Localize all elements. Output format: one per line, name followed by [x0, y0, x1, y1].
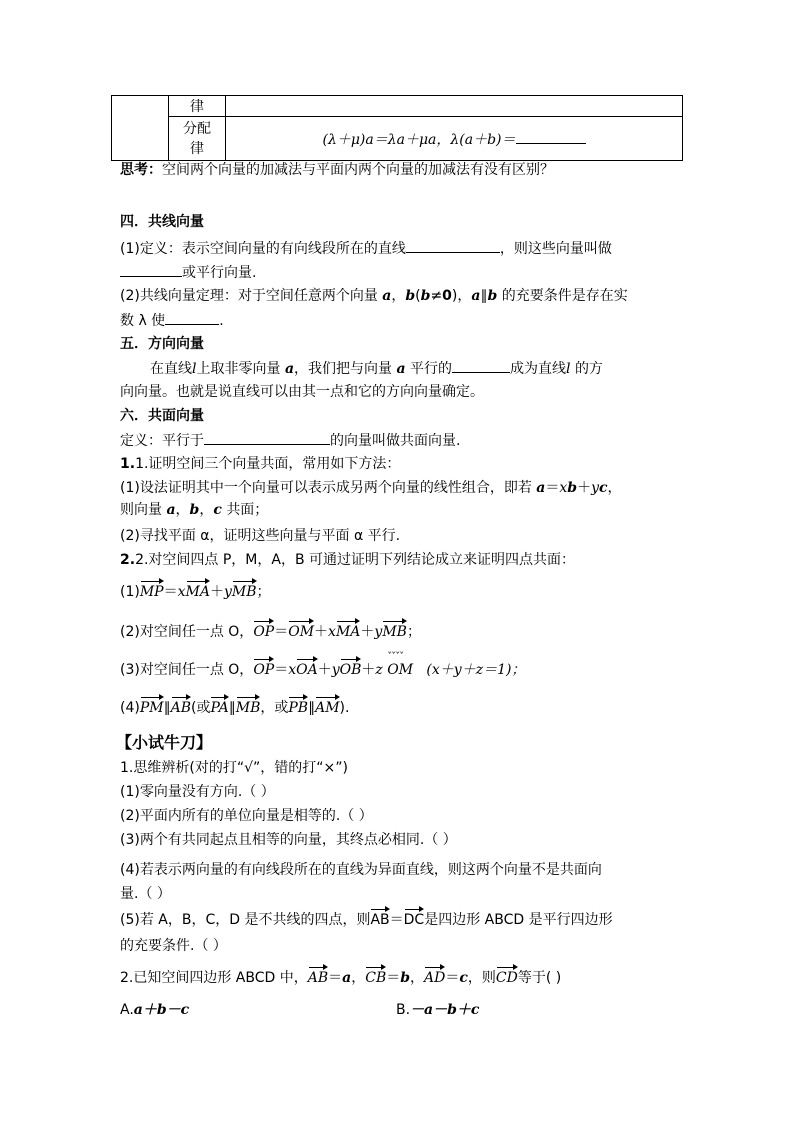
- text-line: 定义：平行于 的向量叫做共面向量.: [120, 430, 460, 451]
- question-1-item: 的充要条件.（ ）: [120, 938, 227, 954]
- option-b: B.－a－b＋c: [396, 1002, 480, 1018]
- text-line: 在直线l上取非零向量 a，我们把与向量 a 平行的 成为直线l 的方: [150, 358, 603, 379]
- question-1-item: (5)若 A，B，C，D 是不共线的四点，则AB＝DC是四边形 ABCD 是平行四边形: [120, 912, 613, 928]
- question-2: 2.已知空间四边形 ABCD 中，AB＝a，CB＝b，AD＝c，则CD等于( ): [120, 970, 562, 986]
- text-line: (1)定义：表示空间向量的有向线段所在的直线 ，则这些向量叫做: [120, 238, 612, 259]
- text-line: (2)共线向量定理：对于空间任意两个向量 a，b(b≠0)，a∥b 的充要条件是存在实: [120, 288, 628, 304]
- question-1-item: 量.（ ）: [120, 886, 171, 902]
- table-row-label: 律: [169, 96, 226, 117]
- question-1-item: (3)两个有共同起点且相等的向量，其终点必相同.（ ）: [120, 832, 457, 848]
- condition-2: (2)对空间任一点 O，OP＝OM＋xMA＋yMB；: [120, 624, 421, 640]
- think-line: 思考：空间两个向量的加减法与平面内两个向量的加减法有没有区别？: [120, 162, 554, 178]
- text-line: 向向量。也就是说直线可以由其一点和它的方向向量确定。: [120, 384, 484, 400]
- condition-1: (1)MP＝xMA＋yMB；: [120, 584, 271, 600]
- option-a: A.a＋b－c: [120, 1002, 190, 1018]
- question-1-item: (2)平面内所有的单位向量是相等的.（ ）: [120, 808, 373, 824]
- text-line: 2.2.对空间四点 P，M，A，B 可通过证明下列结论成立来证明四点共面：: [120, 552, 576, 568]
- section-title: 六．共面向量: [120, 408, 204, 424]
- text-line: (1)设法证明其中一个向量可以表示成另两个向量的线性组合，即若 a＝xb＋yc，: [120, 480, 622, 496]
- text-line: 或平行向量.: [120, 262, 256, 283]
- text-line: 则向量 a，b，c 共面；: [120, 502, 269, 518]
- text-line: (2)寻找平面 α，证明这些向量与平面 α 平行.: [120, 528, 401, 544]
- table-row-label: 分配 律: [169, 117, 226, 161]
- practice-title: 【小试牛刀】: [116, 733, 213, 752]
- section-title: 四．共线向量: [120, 214, 204, 230]
- text-line: 1.1.证明空间三个向量共面，常用如下方法：: [120, 456, 401, 472]
- table-empty-cell: [226, 96, 683, 117]
- question-1-item: (4)若表示两向量的有向线段所在的直线为异面直线，则这两个向量不是共面向: [120, 862, 602, 878]
- question-1-item: (1)零向量没有方向.（ ）: [120, 784, 275, 800]
- table-empty-cell: [112, 96, 169, 161]
- condition-4: (4)PM∥AB(或PA∥MB，或PB∥AM).: [120, 700, 350, 716]
- text-line: 数 λ 使 .: [120, 310, 224, 331]
- condition-3: (3)对空间任一点 O，OP＝xOA＋yOB＋z ˇˇˇˇ OM (x＋y＋z＝1)；: [120, 660, 525, 680]
- section-title: 五．方向向量: [120, 336, 204, 352]
- operation-law-table: [111, 95, 683, 161]
- question-1: 1.思维辨析(对的打“√”，错的打“×”): [120, 760, 348, 776]
- distributive-formula: (λ＋μ)a＝λa＋μa，λ(a＋b)＝: [226, 117, 683, 161]
